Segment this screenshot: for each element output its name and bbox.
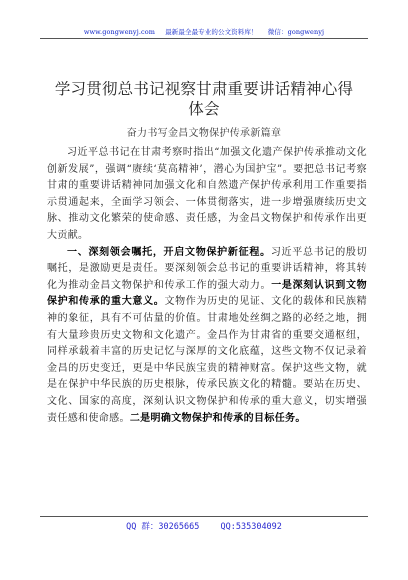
- section-one-heading: 一、深刻领会嘱托，开启文物保护新征程。: [67, 246, 271, 258]
- footer-divider: [40, 516, 368, 517]
- site-header: [0, 27, 408, 36]
- wechat-id: 微信：gongwenyj: [267, 28, 325, 36]
- site-slogan: 最新最全最专业的公文资料库！: [165, 28, 258, 36]
- document-subtitle: 奋力书写金昌文物保护传承新篇章: [126, 128, 282, 139]
- intro-text: 习近平总书记在甘肃考察时指出“加强文化遗产保护传承推动文化创新发展”，强调“赓续‘莫高精神’，潜心为国护宝”。要把总书记考察甘肃的重要讲话精神同加强文化和自然遗产保护传承利用工作重要指示贯通起来，全面学习领会、一体贯彻落实，进一步增强赓续历史文脉、推动文化繁荣的使命感、责任感，为金昌文物保护和传承作出更大贡献。: [47, 147, 367, 241]
- section-one-text: 习近平总书记的殷切嘱托，是激励更是责任。要深刻领会总书记的重要讲话精神，将其转化为推动金昌文物保护和传承工作的强大动力。: [47, 246, 367, 291]
- site-url-link[interactable]: www.gongwenyj.com: [83, 28, 156, 36]
- document-body: [47, 145, 367, 427]
- document-title: 学习贯彻总书记视察甘肃重要讲话精神心得体会: [54, 80, 354, 118]
- point-one-heading: 一是深刻认识到文物保护和传承的重大意义。: [47, 279, 367, 308]
- point-two-heading: 二是明确文物保护和传承的目标任务。: [129, 412, 306, 424]
- point-one-text: 文物作为历史的见证、文化的载体和民族精神的象征，具有不可估量的价值。甘肃地处丝绸之路的必经之地，拥有大量珍贵历史文物和文化遗产。金昌作为甘肃省的重要交通枢纽，同样承载着丰富的历史记忆与深厚的文化底蕴，这些文物不仅记录着金昌的历史变迁，更是中华民族宝贵的精神财富。保护这些文物，就是在保护中华民族的历史根脉，传承民族文化的精髓。要站在历史、文化、国家的高度，深刻认识文物保护和传承的重大意义，切实增强责任感和使命感。: [47, 296, 367, 424]
- section-one-paragraph: [47, 245, 367, 428]
- header-divider: [40, 38, 368, 39]
- intro-paragraph: [47, 145, 367, 245]
- qq-number: QQ:535304092: [220, 522, 282, 532]
- qq-group-number: QQ 群：30265665: [126, 522, 200, 532]
- page-footer: [0, 520, 408, 532]
